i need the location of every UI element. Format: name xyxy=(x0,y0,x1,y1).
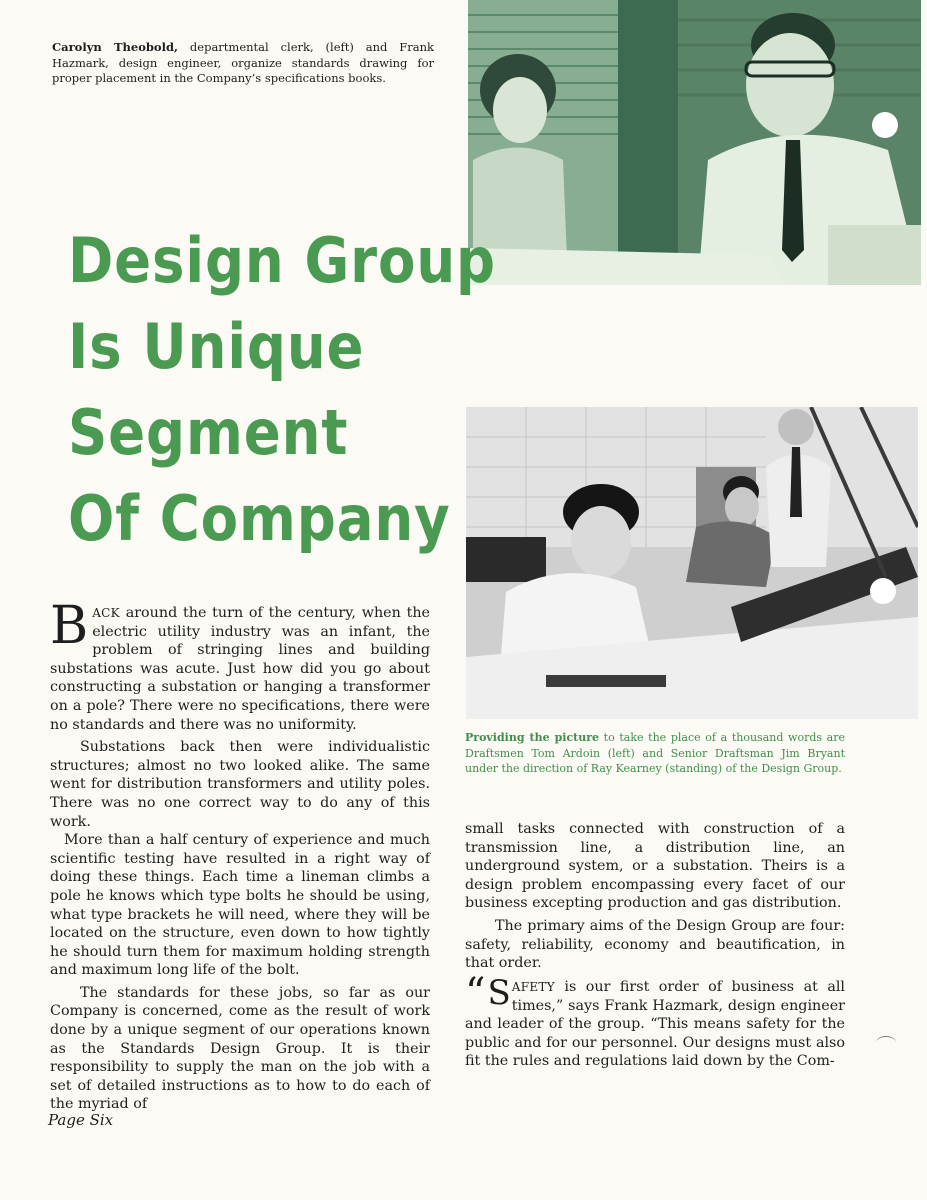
article-column-left xyxy=(50,596,430,1114)
page-edge-mark xyxy=(876,1036,896,1049)
lead-smallcaps: ACK xyxy=(92,606,120,620)
drafting-photo-caption xyxy=(465,730,845,777)
article-paragraph-2: Substations back then were individualistic structures; almost no two looked alike. The same went for distribution transformers and utility poles. There was no one correct way to do any of this work. xyxy=(50,739,430,830)
article-column-right-bottom xyxy=(465,970,845,1071)
paragraph-7-text: is our first order of business at all times,” says Frank Hazmark, design engineer and leader of the group. “This means safety for the public and for our personnel. Our designs must also fit the rules and regulations laid down by the Com- xyxy=(465,979,845,1070)
article-paragraph-5: small tasks connected with construction of a transmission line, a distribution line, an underground system, or a substation. Theirs is a design problem encompassing every facet of our business excepting production and gas distribution. xyxy=(465,821,845,912)
caption-names: Carolyn Theobold, xyxy=(52,40,179,54)
punch-hole-top xyxy=(872,112,898,138)
headline-line-1: Design Group xyxy=(68,224,496,297)
drop-cap: B xyxy=(50,596,89,656)
caption-lead: Providing the picture xyxy=(465,731,600,744)
caption-text: departmental clerk, (left) and Frank Hazmark, design engineer, organize standards drawing for proper placement in the Company’s specifications books. xyxy=(52,40,434,85)
headline-line-2: Is Unique Segment xyxy=(68,310,365,469)
article-paragraph-1 xyxy=(50,596,430,734)
safety-smallcaps: AFETY xyxy=(511,980,555,994)
page-number-label: Page Six xyxy=(48,1111,114,1129)
top-photo-caption xyxy=(52,40,434,87)
headline-line-3: Of Company xyxy=(68,482,451,555)
article-column-right-top xyxy=(465,820,845,973)
caption-body: to take the place of a thousand words are Draftsmen Tom Ardoin (left) and Senior Draftsman Jim Bryant under the direction of Ray Kearney (standing) of the Design Group. xyxy=(465,731,845,775)
article-paragraph-3: More than a half century of experience and much scientific testing have resulted in a right way of doing these things. Each time a lineman climbs a pole he knows which type bolts he should be using, what type brackets he will need, where they will be located on the structure, even down to how tightly he should turn them for maximum holding strength and maximum long life of the bolt. xyxy=(50,832,430,979)
article-paragraph-7 xyxy=(465,970,845,1071)
drafting-room-illustration xyxy=(466,407,918,719)
paragraph-1-text: around the turn of the century, when the electric utility industry was an infant, the problem of stringing lines and building substations was acute. Just how did you go about constructing a substation or hanging a transformer on a pole? There were no specifications, there were no standards and there was no uniformity. xyxy=(50,605,430,733)
article-paragraph-6: The primary aims of the Design Group are four: safety, reliability, economy and beautification, in that order. xyxy=(465,917,845,972)
drafting-room-photo xyxy=(466,407,918,719)
opening-quote: “ xyxy=(465,970,486,1016)
punch-hole-middle xyxy=(870,578,896,604)
drop-cap-s: S xyxy=(487,973,511,1013)
article-paragraph-4: The standards for these jobs, so far as our Company is concerned, come as the result of work done by a unique segment of our operations known as the Standards Design Group. It is their responsibility to supply the man on the job with a set of detailed instructions as to how to do each of the myriad of xyxy=(50,984,430,1113)
